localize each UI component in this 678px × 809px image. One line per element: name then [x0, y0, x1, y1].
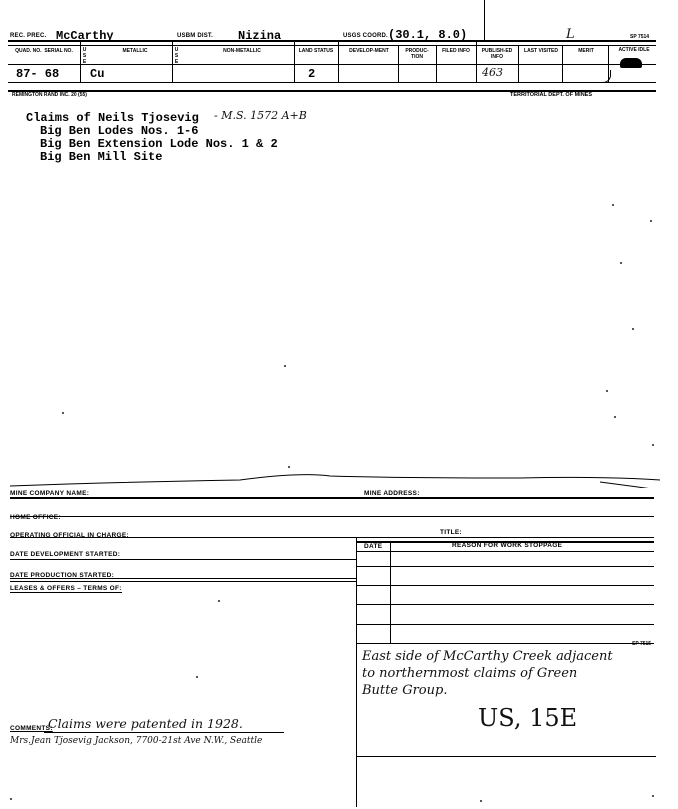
rec-prec-value: McCarthy — [56, 29, 114, 43]
non-metallic-label: NON-METALLIC — [223, 48, 261, 54]
scan-speck — [612, 204, 614, 206]
scan-speck — [632, 328, 634, 330]
operating-official-label: OPERATING OFFICIAL IN CHARGE: — [10, 532, 129, 539]
scan-speck — [62, 412, 64, 414]
scan-speck — [606, 390, 608, 392]
form-top-border — [0, 468, 678, 488]
printer-line: REMINGTON RAND INC. 20 (55) — [12, 92, 87, 98]
leases-label: LEASES & OFFERS – TERMS OF: — [10, 585, 122, 592]
scan-speck — [10, 798, 12, 800]
mine-address-label: MINE ADDRESS: — [364, 490, 420, 497]
scan-speck — [650, 220, 652, 222]
claims-line-4: Big Ben Mill Site — [40, 150, 163, 164]
claims-line-1: Claims of Neils Tjosevig — [26, 111, 199, 125]
location-note-line-1: East side of McCarthy Creek adjacent — [362, 649, 613, 664]
land-status-label: LAND STATUS — [298, 48, 334, 54]
development-label: DEVELOP-MENT — [349, 48, 389, 54]
usbm-dist-label: USBM DIST. — [177, 33, 214, 39]
usgs-coord-value: (30.1, 8.0) — [388, 28, 468, 42]
claims-line-3: Big Ben Extension Lode Nos. 1 & 2 — [40, 137, 278, 151]
last-visited-label: LAST VISITED — [524, 48, 558, 54]
scan-speck — [218, 600, 220, 602]
top-right-mark: L — [566, 27, 575, 42]
form-number-small: SP 7515 — [632, 641, 652, 647]
published-info-label: PUBLISH-ED INFO — [481, 48, 513, 60]
comments-line-1: Claims were patented in 1928. — [48, 716, 243, 731]
reason-column-header: REASON FOR WORK STOPPAGE — [452, 542, 563, 549]
date-column-header: DATE — [364, 543, 383, 550]
location-note-line-3: Butte Group. — [362, 683, 448, 698]
usgs-coord-label: USGS COORD. — [343, 33, 388, 39]
quad-serial-value: 87- 68 — [16, 67, 60, 81]
location-note-line-2: to northernmost claims of Green — [362, 666, 578, 681]
scan-speck — [480, 800, 482, 802]
metallic-value: Cu — [90, 67, 105, 81]
form-number: SP 7514 — [630, 34, 650, 40]
claims-line-2: Big Ben Lodes Nos. 1-6 — [40, 124, 199, 138]
scan-speck — [614, 416, 616, 418]
scan-speck — [652, 795, 654, 797]
title-label: TITLE: — [440, 529, 463, 536]
scan-speck — [284, 365, 286, 367]
land-status-value: 2 — [308, 67, 316, 81]
quad-serial-label: QUAD. NO. SERIAL NO. — [15, 48, 73, 54]
home-office-label: HOME OFFICE: — [10, 514, 61, 521]
use-label-nonmetallic: U S E — [174, 47, 179, 65]
use-label-metallic: U S E — [82, 47, 87, 65]
published-info-value: 463 — [482, 66, 503, 79]
metallic-label: METALLIC — [122, 48, 148, 54]
scan-speck — [196, 676, 198, 678]
date-development-label: DATE DEVELOPMENT STARTED: — [10, 551, 121, 558]
survey-mark: US, 15E — [478, 704, 578, 732]
production-label: PRODUC-TION — [405, 48, 429, 60]
scan-speck — [620, 262, 622, 264]
usbm-dist-value: Nizina — [238, 29, 282, 43]
active-idle-label: ACTIVE IDLE — [618, 47, 650, 53]
date-production-label: DATE PRODUCTION STARTED: — [10, 572, 115, 579]
filed-info-label: FILED INFO — [442, 48, 470, 54]
rec-prec-label: REC. PREC. — [10, 33, 47, 39]
scan-speck — [652, 444, 654, 446]
comments-label: COMMENTS: — [10, 725, 53, 732]
comments-line-2: Mrs.Jean Tjosevig Jackson, 7700-21st Ave N.W., Seattle — [10, 736, 263, 746]
claims-annotation: - M.S. 1572 A+B — [214, 109, 307, 122]
active-idle-blot — [620, 58, 642, 68]
mine-company-name-label: MINE COMPANY NAME: — [10, 490, 90, 497]
department-label: TERRITORIAL DEPT. OF MINES — [510, 92, 592, 98]
merit-label: MERIT — [578, 48, 594, 54]
